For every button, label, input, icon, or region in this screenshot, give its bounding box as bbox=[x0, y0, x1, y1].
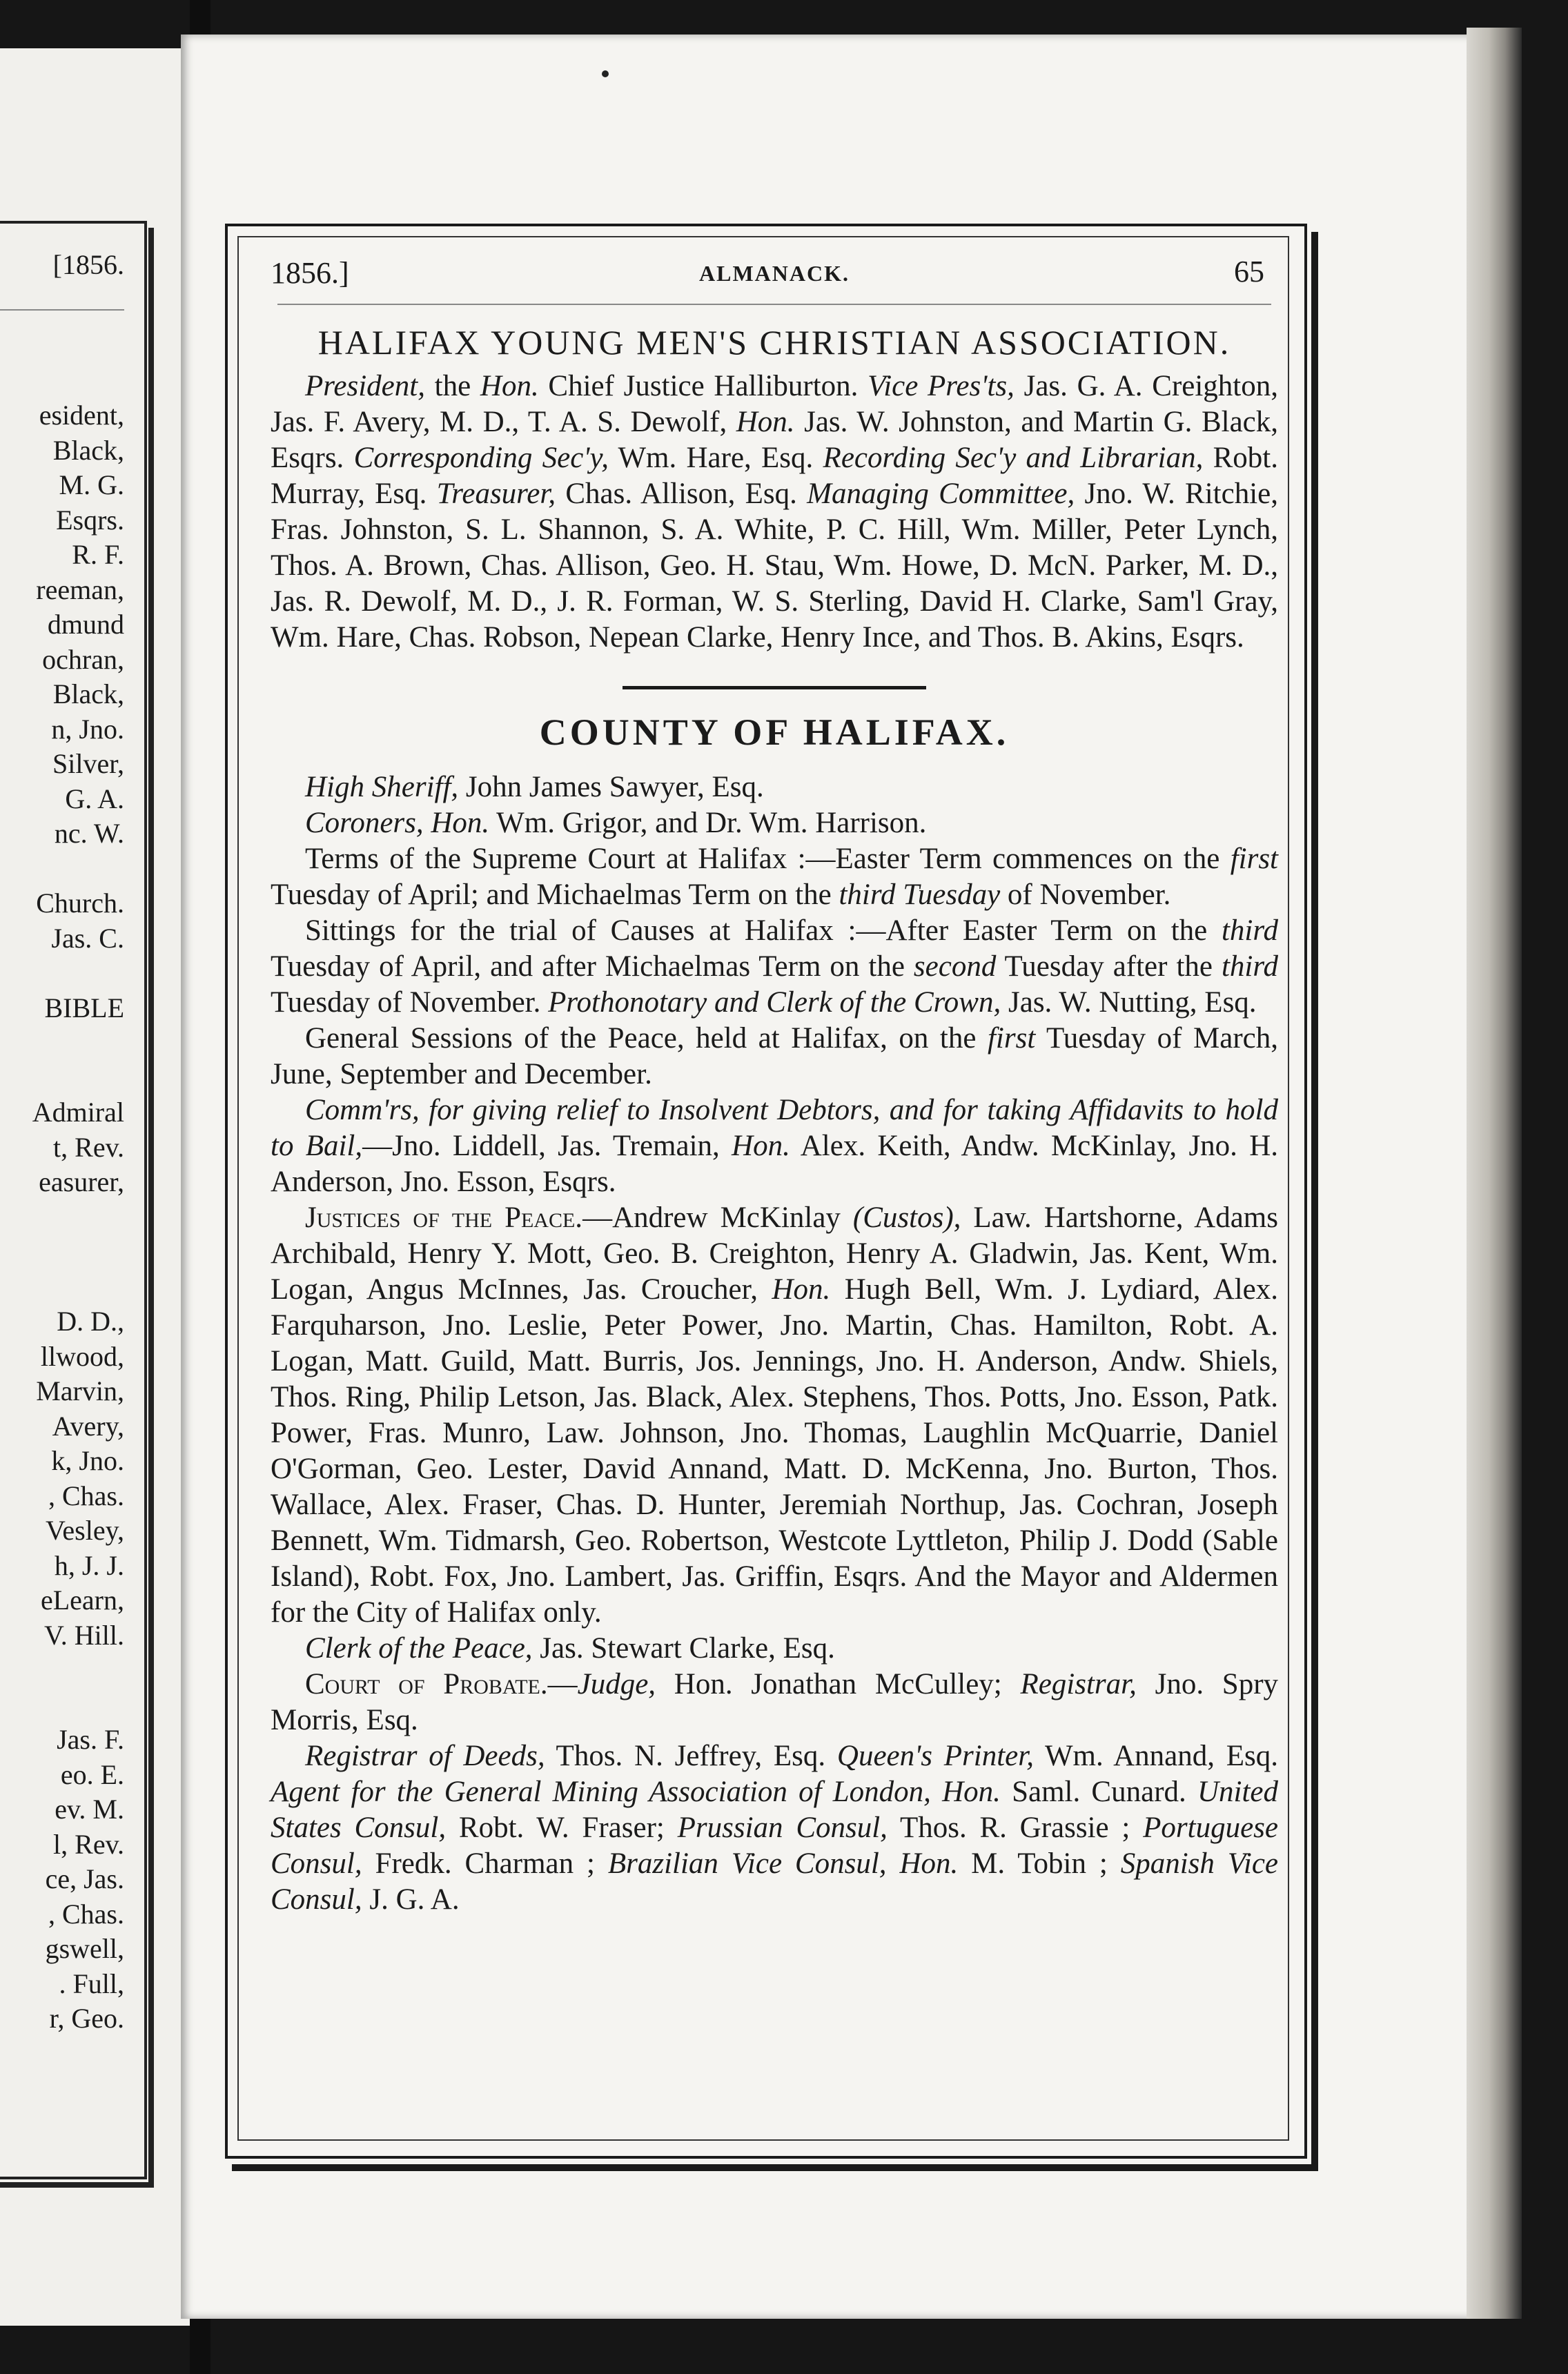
left-page-line: Silver, bbox=[52, 748, 124, 779]
left-page-line: G. A. bbox=[65, 783, 124, 814]
left-page-line: R. F. bbox=[72, 539, 124, 570]
left-page-line: , Chas. bbox=[48, 1480, 124, 1511]
section-divider bbox=[623, 686, 926, 689]
page-number: 65 bbox=[1234, 255, 1264, 288]
left-page-line: D. D., bbox=[57, 1306, 124, 1337]
left-page-line: Black, bbox=[52, 434, 124, 466]
left-page-line: Esqrs. bbox=[56, 504, 124, 536]
running-header bbox=[271, 248, 1278, 298]
left-page-header: [1856. bbox=[52, 249, 124, 280]
left-page-line: llwood, bbox=[40, 1340, 124, 1372]
left-page-line: Vesley, bbox=[45, 1515, 124, 1546]
left-header-rule bbox=[0, 309, 124, 311]
coroners: Coroners, Hon. Wm. Grigor, and Dr. Wm. Harrison. bbox=[305, 807, 927, 839]
left-page-line: t, Rev. bbox=[53, 1131, 124, 1163]
court-of-probate: Court of Probate.—Judge, Hon. Jonathan McCulley; Registrar, Jno. Spry Morris, Esq. bbox=[271, 1668, 1279, 1736]
left-page-line: . Full, bbox=[59, 1968, 124, 1999]
left-page-line: M. G. bbox=[59, 469, 124, 500]
left-page-line: r, Geo. bbox=[49, 2003, 124, 2034]
left-page-line: nc. W. bbox=[54, 818, 124, 849]
left-page-line: Black, bbox=[52, 678, 124, 709]
left-page-line: Avery, bbox=[52, 1410, 124, 1442]
left-page-line: V. Hill. bbox=[44, 1619, 124, 1651]
left-page-line: eLearn, bbox=[40, 1585, 124, 1616]
justices-of-the-peace: Justices of the Peace.—Andrew McKinlay (Custos), Law. Hartshorne, Adams Archibald, Henry Y. Mott, Geo. B. Creighton, Henry A. Gladwin, Jas. Kent, Wm. Logan, Angus McInnes, Jas. Croucher, Hon. Hugh Bell, Wm. J. Lydiard, Alex. Farquharson, Jno. Leslie, Peter Power, Jno. Martin, Chas. Hamilton, Robt. A. Logan, Matt. Guild, Matt. Burris, Jos. Jennings, Jno. H. Anderson, Andw. Shiels, Thos. Ring, Philip Letson, Jas. Black, Alex. Stephens, Thos. Potts, Jno. Esson, Patk. Power, Fras. Munro, Law. Johnson, Jno. Thomas, Laughlin McQuarrie, Daniel O'Gorman, Geo. Lester, David Annand, Matt. D. McKenna, Jno. Burton, Thos. Wallace, Alex. Fraser, Chas. D. Hunter, Jeremiah Northup, Jas. Cochran, Joseph Bennett, Wm. Tidmarsh, Geo. Robertson, Westcote Lyttleton, Philip J. Dodd (Sable Island), Robt. Fox, Jno. Lambert, Jas. Griffin, Esqrs. And the Mayor and Aldermen for the City of Halifax only. bbox=[271, 1201, 1278, 1629]
county-heading: COUNTY OF HALIFAX. bbox=[539, 712, 1010, 753]
left-page-line: easurer, bbox=[39, 1166, 124, 1197]
left-page-line: Jas. C. bbox=[51, 922, 124, 954]
sittings: Sittings for the trial of Causes at Halifax :—After Easter Term on the third Tuesday of April, and after Michaelmas Term on the second Tuesday after the third Tuesday of November. Prothonotary and Clerk of the Crown, Jas. W. Nutting, Esq. bbox=[271, 914, 1279, 1019]
left-page-line: ochran, bbox=[42, 643, 124, 675]
left-page-line: eo. E. bbox=[60, 1758, 124, 1790]
left-page-line: BIBLE bbox=[44, 992, 124, 1023]
commissioners: Comm'rs, for giving relief to Insolvent Debtors, and for taking Affidavits to hold to Bail,—Jno. Liddell, Jas. Tremain, Hon. Alex. Keith, Andw. McKinlay, Jno. H. Anderson, Jno. Esson, Esqrs. bbox=[271, 1094, 1278, 1198]
left-page-line: h, J. J. bbox=[54, 1549, 124, 1581]
page-edges bbox=[1467, 28, 1522, 2319]
left-page-line: esident, bbox=[39, 400, 124, 431]
left-facing-page bbox=[0, 48, 190, 2326]
ymca-heading: HALIFAX YOUNG MEN'S CHRISTIAN ASSOCIATION. bbox=[317, 323, 1231, 362]
general-sessions: General Sessions of the Peace, held at Halifax, on the first Tuesday of March, June, September and December. bbox=[271, 1022, 1278, 1090]
page-content bbox=[271, 248, 1278, 1918]
clerk-of-the-peace: Clerk of the Peace, Jas. Stewart Clarke, Esq. bbox=[305, 1632, 835, 1665]
left-page-line: ce, Jas. bbox=[45, 1863, 124, 1894]
left-page-line: Admiral bbox=[32, 1097, 124, 1128]
header-title: ALMANACK. bbox=[699, 261, 850, 286]
ymca-officers: President, the Hon. Chief Justice Halliburton. Vice Pres'ts, Jas. G. A. Creighton, Jas. F. Avery, M. D., T. A. S. Dewolf, Hon. Jas. W. Johnston, and Martin G. Black, Esqrs. Corresponding Sec'y, Wm. Hare, Esq. Recording Sec'y and Librarian, Robt. Murray, Esq. Treasurer, Chas. Allison, Esq. Managing Committee, Jno. W. Ritchie, Fras. Johnston, S. L. Shannon, S. A. White, P. C. Hill, Wm. Miller, Peter Lynch, Thos. A. Brown, Chas. Allison, Geo. H. Stau, Wm. Howe, D. McN. Parker, M. D., Jas. R. Dewolf, M. D., J. R. Forman, W. S. Sterling, David H. Clarke, Sam'l Gray, Wm. Hare, Chas. Robson, Nepean Clarke, Henry Ince, and Thos. B. Akins, Esqrs. bbox=[271, 370, 1278, 654]
left-page-line: , Chas. bbox=[48, 1898, 124, 1930]
supreme-court-terms: Terms of the Supreme Court at Halifax :—Easter Term commences on the first Tuesday of April; and Michaelmas Term on the third Tuesday of November. bbox=[271, 843, 1278, 911]
left-page-line: gswell, bbox=[45, 1933, 124, 1964]
left-page-line: Church. bbox=[36, 887, 124, 919]
left-page-line: k, Jno. bbox=[51, 1445, 124, 1476]
left-page-line: n, Jno. bbox=[51, 713, 124, 745]
left-page-line: Marvin, bbox=[36, 1375, 124, 1406]
ink-speck bbox=[602, 70, 609, 77]
left-page-line: l, Rev. bbox=[53, 1828, 124, 1860]
header-rule bbox=[277, 304, 1271, 305]
high-sheriff: High Sheriff, John James Sawyer, Esq. bbox=[305, 771, 764, 803]
left-page-line: Jas. F. bbox=[57, 1724, 124, 1755]
registrar-and-consuls: Registrar of Deeds, Thos. N. Jeffrey, Esq. Queen's Printer, Wm. Annand, Esq. Agent for the General Mining Association of London, Hon. Saml. Cunard. United States Consul, Robt. W. Fraser; Prussian Consul, Thos. R. Grassie ; Portuguese Consul, Fredk. Charman ; Brazilian Vice Consul, Hon. M. Tobin ; Spanish Vice Consul, J. G. A. bbox=[271, 1740, 1279, 1916]
left-page-line: ev. M. bbox=[55, 1794, 124, 1825]
left-page-line: dmund bbox=[47, 609, 124, 640]
left-page-line: reeman, bbox=[36, 573, 124, 605]
header-year: 1856.] bbox=[271, 256, 349, 290]
